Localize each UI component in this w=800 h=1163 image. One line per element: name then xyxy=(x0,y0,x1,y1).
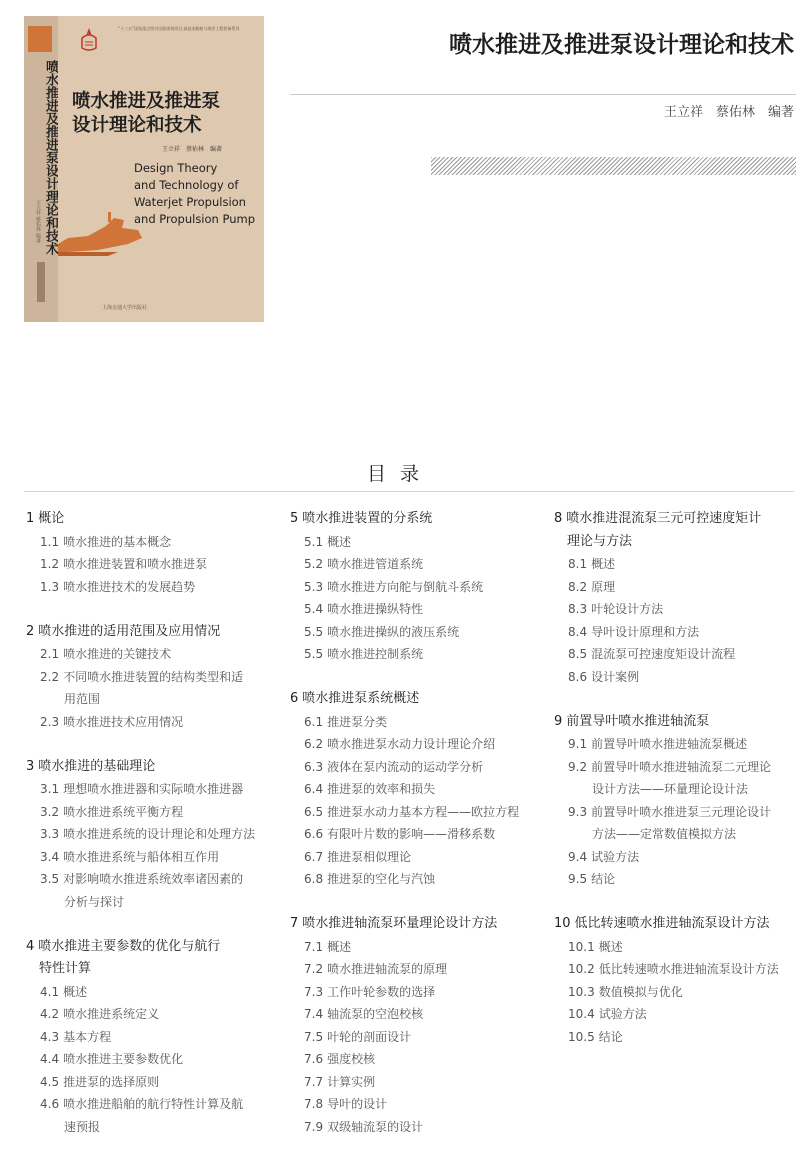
section-title-continued: 用范围 xyxy=(64,692,101,706)
section-item xyxy=(554,621,794,644)
section-item xyxy=(290,553,530,576)
section-title: 试验方法 xyxy=(598,1007,647,1021)
section-number: 5.1 xyxy=(304,534,324,549)
chapter-spacer xyxy=(554,891,794,914)
cover-publisher: 上海交通大学出版社 xyxy=(102,305,148,311)
chapter-number: 7 xyxy=(290,916,299,931)
book-front xyxy=(58,16,264,322)
chapter-title: 喷水推进混流泵三元可控速度矩计 xyxy=(566,511,762,526)
section-title: 概述 xyxy=(598,939,623,954)
section-title: 双级轴流泵的设计 xyxy=(327,1119,424,1134)
book-spine xyxy=(24,16,59,322)
section-title: 推进泵分类 xyxy=(327,714,388,729)
section-title: 喷水推进系统的设计理论和处理方法 xyxy=(63,827,256,841)
section-title: 设计案例 xyxy=(591,669,640,684)
section-item xyxy=(290,598,530,621)
section-number: 8.3 xyxy=(568,602,588,616)
section-title-continued: 方法——定常数值模拟方法 xyxy=(592,827,737,841)
section-number: 6.5 xyxy=(304,804,324,819)
section-number: 1.1 xyxy=(40,534,60,549)
spine-publisher-mark xyxy=(37,262,45,302)
section-title: 喷水推进操纵的液压系统 xyxy=(327,624,460,639)
series-logo-icon xyxy=(76,26,102,54)
section-item xyxy=(554,576,794,599)
chapter-heading xyxy=(26,756,266,779)
chapter-title-continued: 特性计算 xyxy=(39,961,92,976)
chapter-number: 6 xyxy=(290,691,299,706)
section-item xyxy=(290,958,530,981)
section-number: 5.5 xyxy=(304,647,324,661)
section-title: 喷水推进泵水动力设计理论介绍 xyxy=(327,737,496,751)
section-title: 试验方法 xyxy=(591,849,640,864)
section-title: 轴流泵的空泡校核 xyxy=(327,1007,424,1021)
chapter-number: 1 xyxy=(26,511,35,526)
section-number: 7.2 xyxy=(304,962,324,976)
section-item xyxy=(26,868,266,913)
section-item xyxy=(290,778,530,801)
chapter-heading xyxy=(26,936,266,981)
chapter-title: 喷水推进主要参数的优化与航行 xyxy=(38,938,221,954)
section-number: 3.2 xyxy=(40,804,60,819)
section-item xyxy=(290,801,530,824)
section-item xyxy=(26,981,266,1004)
section-title: 喷水推进轴流泵的原理 xyxy=(327,962,448,976)
header-divider xyxy=(290,94,796,95)
section-item xyxy=(26,801,266,824)
section-number: 8.5 xyxy=(568,647,588,661)
section-title: 强度校核 xyxy=(327,1052,376,1066)
chapter-heading xyxy=(554,711,794,734)
toc-column-1 xyxy=(26,508,266,1138)
chapter-number: 2 xyxy=(26,623,35,639)
page-authors: 王立祥 蔡佑林 编著 xyxy=(663,105,794,120)
section-title: 概述 xyxy=(591,557,616,571)
section-title: 导叶设计原理和方法 xyxy=(591,624,700,639)
section-item xyxy=(290,576,530,599)
section-item xyxy=(26,643,266,666)
section-number: 4.6 xyxy=(40,1097,60,1111)
cover-en-line3: Waterjet Propulsion xyxy=(134,195,246,209)
section-item xyxy=(26,1003,266,1026)
chapter-heading xyxy=(554,508,794,553)
section-title: 推进泵的空化与汽蚀 xyxy=(327,872,436,886)
section-item xyxy=(554,1003,794,1026)
section-number: 9.5 xyxy=(568,872,588,886)
section-item xyxy=(554,868,794,891)
section-title: 喷水推进操纵特性 xyxy=(327,602,424,616)
section-title: 导叶的设计 xyxy=(327,1097,388,1111)
cover-en-line4: and Propulsion Pump xyxy=(134,212,256,226)
section-title: 叶轮的剖面设计 xyxy=(327,1029,412,1044)
section-title: 结论 xyxy=(598,1029,623,1044)
chapter-number: 8 xyxy=(554,511,563,526)
cover-title-line2: 设计理论和技术 xyxy=(72,115,202,136)
decorative-hatch-bar xyxy=(431,157,796,175)
page-title: 喷水推进及推进泵设计理论和技术 xyxy=(449,32,794,58)
section-item xyxy=(554,958,794,981)
section-number: 4.3 xyxy=(40,1029,60,1044)
section-title: 基本方程 xyxy=(63,1029,112,1044)
section-number: 6.8 xyxy=(304,872,324,886)
section-number: 7.5 xyxy=(304,1029,324,1044)
section-title: 有限叶片数的影响——滑移系数 xyxy=(327,827,496,841)
section-number: 4.2 xyxy=(40,1007,60,1021)
section-item xyxy=(26,666,266,711)
chapter-title: 喷水推进的基础理论 xyxy=(38,758,156,774)
section-item xyxy=(290,1003,530,1026)
section-title: 前置导叶喷水推进轴流泵二元理论 xyxy=(591,759,772,774)
section-number: 4.5 xyxy=(40,1074,60,1089)
section-title: 混流泵可控速度矩设计流程 xyxy=(591,647,736,661)
section-number: 4.4 xyxy=(40,1052,60,1066)
section-item xyxy=(554,936,794,959)
section-title: 计算实例 xyxy=(327,1074,376,1089)
section-title: 理想喷水推进器和实际喷水推进器 xyxy=(63,782,244,796)
section-title: 喷水推进控制系统 xyxy=(327,647,424,661)
section-item xyxy=(554,643,794,666)
cover-title-line1: 喷水推进及推进泵 xyxy=(72,91,221,112)
toc-column-3 xyxy=(554,508,794,1048)
section-title: 推进泵水动力基本方程——欧拉方程 xyxy=(327,804,520,819)
section-item xyxy=(26,778,266,801)
section-number: 10.3 xyxy=(568,984,595,999)
section-number: 2.3 xyxy=(40,714,60,729)
section-item xyxy=(554,1026,794,1049)
section-title: 前置导叶喷水推进泵三元理论设计 xyxy=(591,804,772,819)
section-item xyxy=(290,531,530,554)
chapter-spacer xyxy=(26,913,266,936)
chapter-title: 喷水推进装置的分系统 xyxy=(302,511,433,526)
section-number: 9.2 xyxy=(568,759,588,774)
section-number: 8.6 xyxy=(568,669,588,684)
section-number: 6.2 xyxy=(304,737,324,751)
section-item xyxy=(554,801,794,846)
section-title: 不同喷水推进装置的结构类型和适 xyxy=(63,669,244,684)
section-item xyxy=(290,1116,530,1139)
section-number: 5.3 xyxy=(304,579,324,594)
chapter-title: 喷水推进泵系统概述 xyxy=(302,691,420,706)
section-number: 8.4 xyxy=(568,624,588,639)
section-number: 9.1 xyxy=(568,737,588,751)
chapter-number: 9 xyxy=(554,713,563,729)
section-number: 6.1 xyxy=(304,714,324,729)
section-item xyxy=(26,1071,266,1094)
section-number: 4.1 xyxy=(40,984,60,999)
section-item xyxy=(290,1048,530,1071)
chapter-heading xyxy=(26,508,266,531)
section-number: 6.3 xyxy=(304,759,324,774)
section-number: 2.2 xyxy=(40,669,60,684)
section-item xyxy=(26,1026,266,1049)
section-title: 原理 xyxy=(591,579,616,594)
toc-divider xyxy=(24,491,794,492)
cover-series-note: “十三五”国家重点图书出版规划项目 高技术船舶与海洋工程装备系列 xyxy=(118,26,240,31)
section-title: 低比转速喷水推进轴流泵设计方法 xyxy=(598,962,779,976)
section-number: 3.3 xyxy=(40,827,60,841)
section-item xyxy=(290,1026,530,1049)
cover-english-title xyxy=(134,160,255,228)
section-item xyxy=(26,823,266,846)
section-number: 10.4 xyxy=(568,1007,595,1021)
cover-en-line2: and Technology of xyxy=(134,178,239,192)
section-item xyxy=(290,936,530,959)
chapter-number: 10 xyxy=(554,916,571,931)
cover-authors: 王立祥 蔡佑林 编著 xyxy=(162,146,223,153)
section-title-continued: 速预报 xyxy=(64,1119,101,1134)
section-number: 6.4 xyxy=(304,782,324,796)
section-number: 10.5 xyxy=(568,1029,595,1044)
section-number: 1.3 xyxy=(40,579,60,594)
section-item xyxy=(26,531,266,554)
section-title: 对影响喷水推进系统效率诸因素的 xyxy=(63,872,244,886)
section-title: 喷水推进方向舵与倒航斗系统 xyxy=(327,579,484,594)
section-item xyxy=(554,598,794,621)
section-item xyxy=(290,1071,530,1094)
section-title: 喷水推进主要参数优化 xyxy=(63,1052,184,1066)
section-title: 概述 xyxy=(327,534,352,549)
section-item xyxy=(554,981,794,1004)
chapter-heading xyxy=(290,508,530,531)
cover-title xyxy=(72,90,220,138)
section-title: 喷水推进系统定义 xyxy=(63,1007,160,1021)
section-item xyxy=(26,576,266,599)
section-item xyxy=(26,553,266,576)
chapter-spacer xyxy=(290,666,530,689)
section-number: 6.6 xyxy=(304,827,324,841)
section-title: 液体在泵内流动的运动学分析 xyxy=(327,759,484,774)
section-title: 喷水推进的关键技术 xyxy=(63,647,172,661)
section-item xyxy=(290,1093,530,1116)
section-number: 3.4 xyxy=(40,849,60,864)
section-number: 7.9 xyxy=(304,1119,324,1134)
section-item xyxy=(290,846,530,869)
section-title: 推进泵的选择原则 xyxy=(63,1074,160,1089)
chapter-heading xyxy=(290,913,530,936)
section-item xyxy=(290,733,530,756)
section-title: 结论 xyxy=(591,872,616,886)
section-number: 8.1 xyxy=(568,557,588,571)
section-number: 1.2 xyxy=(40,557,60,571)
chapter-number: 5 xyxy=(290,511,299,526)
section-number: 7.3 xyxy=(304,984,324,999)
section-title: 推进泵的效率和损失 xyxy=(327,782,436,796)
section-number: 7.6 xyxy=(304,1052,324,1066)
section-number: 7.7 xyxy=(304,1074,324,1089)
section-title: 喷水推进的基本概念 xyxy=(63,534,172,549)
chapter-spacer xyxy=(554,688,794,711)
section-number: 6.7 xyxy=(304,849,324,864)
chapter-spacer xyxy=(290,891,530,914)
toc-title: 目录 xyxy=(366,463,433,485)
section-title: 工作叶轮参数的选择 xyxy=(327,984,436,999)
section-number: 7.4 xyxy=(304,1007,324,1021)
section-item xyxy=(290,756,530,779)
chapter-title: 低比转速喷水推进轴流泵设计方法 xyxy=(574,916,770,931)
chapter-title-continued: 理论与方法 xyxy=(567,533,633,549)
section-item xyxy=(26,711,266,734)
chapter-title: 喷水推进轴流泵环量理论设计方法 xyxy=(302,916,498,931)
section-number: 9.3 xyxy=(568,804,588,819)
section-number: 5.4 xyxy=(304,602,324,616)
section-item xyxy=(554,846,794,869)
section-number: 7.8 xyxy=(304,1097,324,1111)
section-number: 9.4 xyxy=(568,849,588,864)
section-item xyxy=(554,756,794,801)
chapter-spacer xyxy=(26,598,266,621)
section-number: 2.1 xyxy=(40,647,60,661)
section-number: 10.1 xyxy=(568,939,595,954)
chapter-title: 喷水推进的适用范围及应用情况 xyxy=(38,623,221,639)
section-title: 喷水推进技术应用情况 xyxy=(63,714,184,729)
chapter-title: 概论 xyxy=(38,511,65,526)
section-item xyxy=(290,711,530,734)
toc-column-2 xyxy=(290,508,530,1138)
section-item xyxy=(290,868,530,891)
section-title: 喷水推进船舶的航行特性计算及航 xyxy=(63,1097,244,1111)
section-title: 推进泵相似理论 xyxy=(327,849,412,864)
section-item xyxy=(26,1048,266,1071)
section-title: 喷水推进装置和喷水推进泵 xyxy=(63,557,208,571)
section-title: 概述 xyxy=(63,984,88,999)
chapter-spacer xyxy=(26,733,266,756)
section-number: 5.2 xyxy=(304,557,324,571)
section-title: 数值模拟与优化 xyxy=(598,984,683,999)
book-cover-image xyxy=(24,16,264,322)
section-item xyxy=(26,1093,266,1138)
section-title: 前置导叶喷水推进轴流泵概述 xyxy=(591,737,748,751)
section-title: 喷水推进系统与船体相互作用 xyxy=(63,849,220,864)
section-title-continued: 设计方法——环量理论设计法 xyxy=(592,782,749,796)
section-title: 喷水推进管道系统 xyxy=(327,557,424,571)
section-item xyxy=(290,621,530,644)
chapter-title: 前置导叶喷水推进轴流泵 xyxy=(566,713,710,729)
section-title: 概述 xyxy=(327,939,352,954)
section-item xyxy=(290,823,530,846)
section-item xyxy=(290,643,530,666)
section-item xyxy=(554,553,794,576)
section-title: 喷水推进技术的发展趋势 xyxy=(63,579,196,594)
chapter-heading xyxy=(26,621,266,644)
spine-authors: 王立祥 蔡佑林 编著 xyxy=(35,200,41,244)
chapter-heading xyxy=(554,913,794,936)
section-title: 叶轮设计方法 xyxy=(591,602,664,616)
section-number: 5.5 xyxy=(304,624,324,639)
section-item xyxy=(554,733,794,756)
section-item xyxy=(554,666,794,689)
spine-badge xyxy=(28,26,52,52)
section-number: 10.2 xyxy=(568,962,595,976)
cover-en-line1: Design Theory xyxy=(134,161,218,175)
spine-title: 喷水推进及推进泵设计理论和技术 xyxy=(43,60,58,255)
section-number: 8.2 xyxy=(568,579,588,594)
section-number: 3.5 xyxy=(40,872,60,886)
chapter-heading xyxy=(290,688,530,711)
section-title: 喷水推进系统平衡方程 xyxy=(63,804,184,819)
section-number: 7.1 xyxy=(304,939,324,954)
chapter-number: 4 xyxy=(26,938,35,954)
section-item xyxy=(26,846,266,869)
section-title-continued: 分析与探讨 xyxy=(64,894,125,909)
ship-silhouette-icon xyxy=(58,204,148,264)
section-number: 3.1 xyxy=(40,782,60,796)
section-item xyxy=(290,981,530,1004)
chapter-number: 3 xyxy=(26,758,35,774)
